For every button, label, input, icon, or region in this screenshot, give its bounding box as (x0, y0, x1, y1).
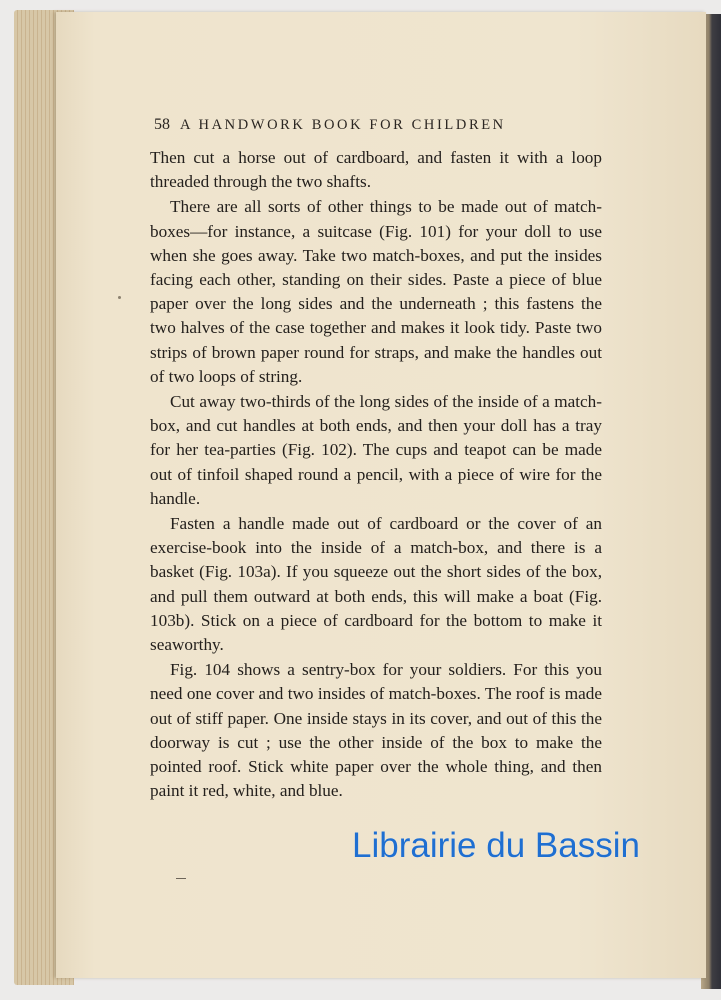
paragraph-2: There are all sorts of other things to be made out of match-boxes—for instance, a suitcase (Fig. 101) for your doll to use when she goes away. Take two match-boxes, and put the insides facing each other, standing on their sides. Paste a piece of blue paper over the long sides and the underneath ; this fastens the two halves of the case together and makes it look tidy. Paste two strips of brown paper round for straps, and make the handles out of two loops of string. (150, 197, 602, 386)
page-number: 58 (154, 116, 170, 133)
seller-watermark: Librairie du Bassin (352, 826, 640, 865)
running-header (154, 116, 604, 134)
pencil-mark (176, 878, 186, 879)
paragraph-5: Fig. 104 shows a sentry-box for your soldiers. For this you need one cover and two insides of match-boxes. The roof is made out of stiff paper. One inside stays in its cover, and out of this the doorway is cut ; use the other inside of the box to make the pointed roof. Stick white paper over the whole thing, and then paint it red, white, and blue. (150, 660, 602, 801)
paper-speck (118, 296, 121, 299)
paragraph-3: Cut away two-thirds of the long sides of the inside of a match-box, and cut handles at both ends, and then your doll has a tray for her tea-parties (Fig. 102). The cups and teapot can be made out of tinfoil shaped round a pencil, with a piece of wire for the handle. (150, 392, 602, 508)
paragraph-4: Fasten a handle made out of cardboard or the cover of an exercise-book into the inside of a match-box, and there is a basket (Fig. 103a). If you squeeze out the short sides of the box, and pull them outward at both ends, this will make a boat (Fig. 103b). Stick on a piece of cardboard for the bottom to make it seaworthy. (150, 514, 602, 655)
paragraph-1: Then cut a horse out of cardboard, and fasten it with a loop threaded through the two shafts. (150, 148, 602, 192)
running-title: A HANDWORK BOOK FOR CHILDREN (180, 117, 506, 133)
body-text (150, 146, 602, 803)
